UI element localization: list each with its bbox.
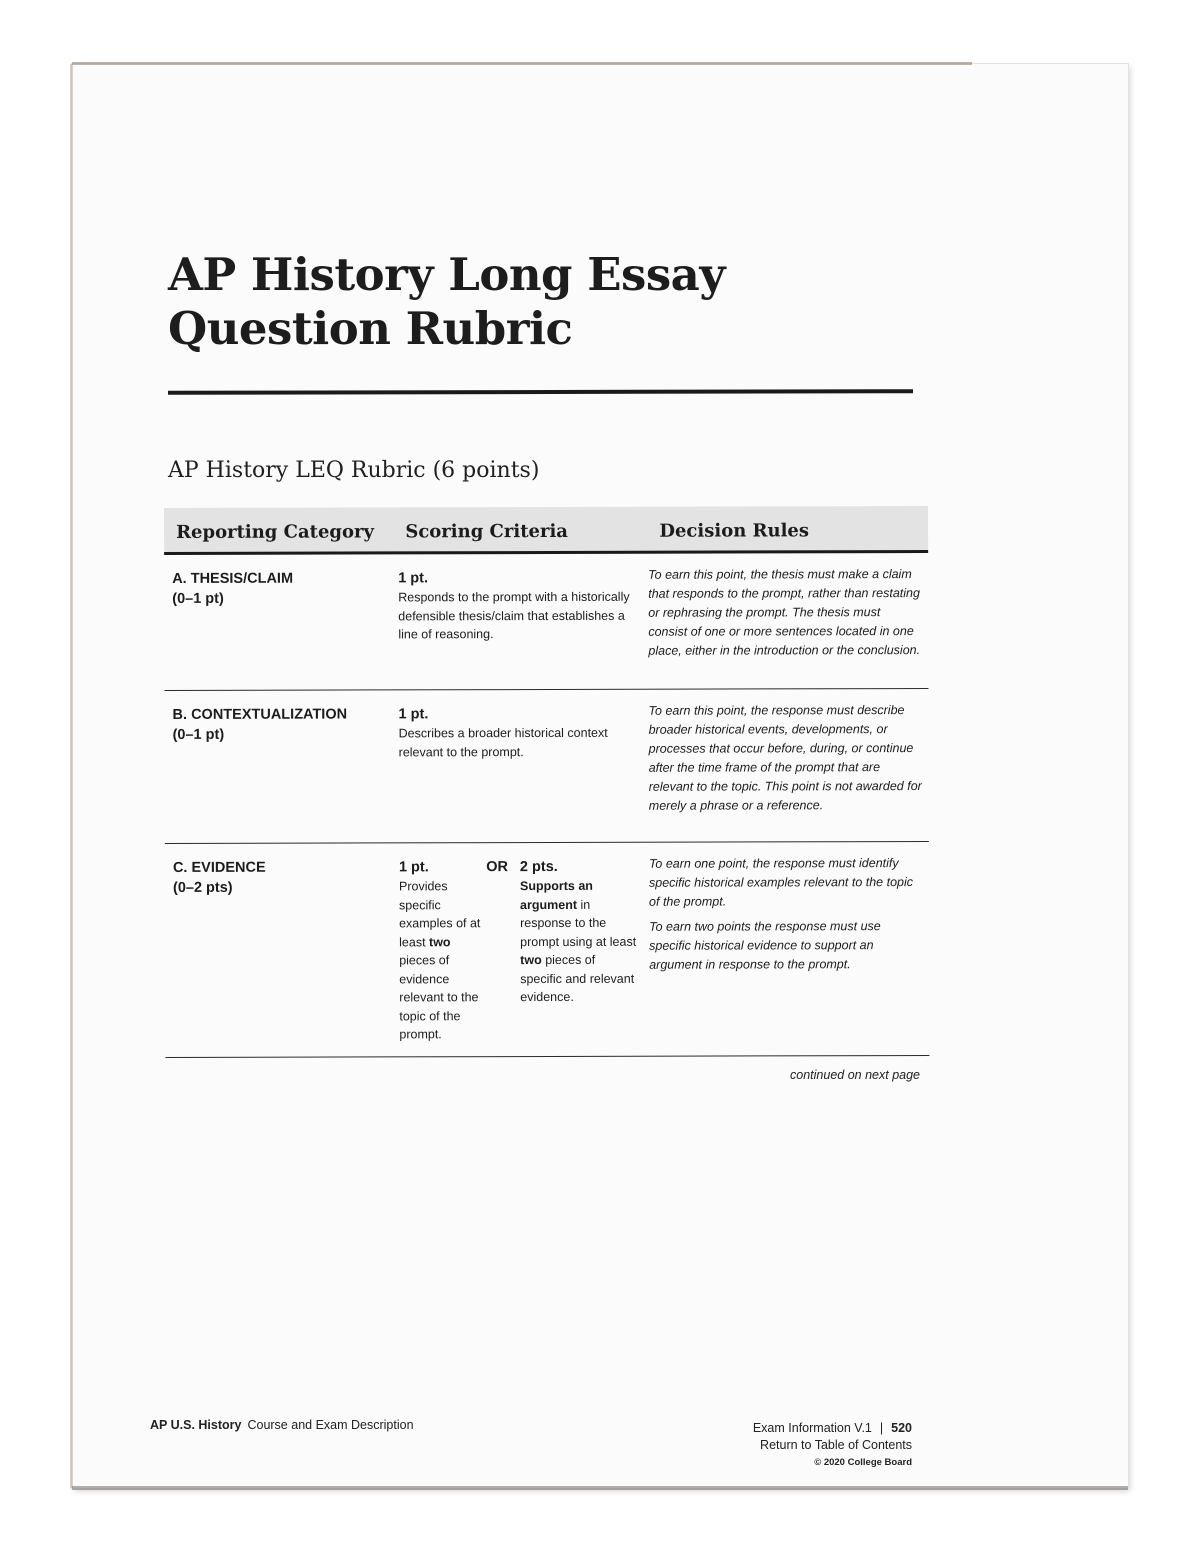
decision-rules-cell (646, 553, 928, 689)
points-label: 2 pts. (519, 858, 558, 876)
category-name: C. EVIDENCE (172, 859, 266, 876)
table-row (165, 842, 930, 1058)
criteria-text: Provides specific examples of at least (398, 879, 481, 949)
reporting-category-cell (164, 554, 392, 690)
category-range: (0–1 pt) (172, 726, 225, 743)
category-range: (0–2 pts) (172, 879, 233, 896)
page-number: 520 (891, 1421, 912, 1435)
copyright: © 2020 College Board (814, 1457, 912, 1468)
criteria-emphasis: two (429, 934, 451, 949)
page-title (168, 248, 928, 356)
criteria-emphasis: two (520, 953, 542, 968)
criteria-text: in response to the prompt using at least (520, 897, 637, 949)
scoring-criteria-cell (392, 554, 646, 690)
footer-exam-info: Exam Information V.1 (752, 1421, 872, 1435)
sheet-edge (72, 1486, 1128, 1490)
decision-rule-text: To earn two points the response must use specific historical evidence to support an argument in response to the prompt. (649, 919, 881, 972)
criteria-text: pieces of specific and relevant evidence. (520, 952, 635, 1005)
scoring-criteria-cell (393, 843, 648, 1057)
footer-course-desc: Course and Exam Description (247, 1418, 414, 1432)
sheet-edge (72, 62, 972, 65)
decision-rule-text: To earn this point, the response must describe broader historical events, developments, or processes that occur before, during, or continue after the time frame of the prompt that are relevant to the topic. This point is not awarded for merely a phrase or a reference. (648, 703, 922, 813)
table-row (164, 689, 928, 844)
continued-note: continued on next page (790, 1068, 920, 1082)
criteria-text: pieces of evidence relevant to the topic of the prompt. (399, 953, 479, 1042)
decision-rule-text: To earn this point, the thesis must make a claim that responds to the prompt, rather than restating or rephrasing the prompt. The thesis must consist of one or more sentences located in one place, either in the introduction or the conclusion. (648, 567, 921, 658)
decision-rules-cell (647, 842, 930, 1056)
evidence-option-two-points (520, 857, 640, 1044)
or-label: OR (486, 859, 508, 876)
category-range: (0–1 pt) (172, 590, 224, 607)
toc-link[interactable]: Return to Table of Contents (760, 1438, 912, 1452)
header-reporting-category: Reporting Category (176, 521, 374, 543)
criteria-text: Describes a broader historical context relevant to the prompt. (398, 725, 608, 759)
header-decision-rules: Decision Rules (659, 520, 810, 542)
category-name: A. THESIS/CLAIM (172, 570, 294, 587)
evidence-options (399, 857, 639, 1044)
title-line-2: Question Rubric (168, 302, 573, 355)
sheet-edge (70, 64, 73, 1488)
footer-course (150, 1418, 414, 1432)
evidence-option-one-point (399, 857, 487, 1044)
footer-separator: | (879, 1421, 884, 1435)
table-header (164, 506, 928, 555)
rubric-subtitle: AP History LEQ Rubric (6 points) (168, 458, 540, 483)
table-row (164, 553, 928, 691)
scoring-criteria-cell (392, 690, 646, 843)
category-name: B. CONTEXTUALIZATION (172, 706, 348, 723)
title-line-1: AP History Long Essay (168, 248, 725, 301)
criteria-emphasis: Supports an argument (519, 878, 593, 912)
points-label: 1 pt. (398, 570, 429, 587)
reporting-category-cell (165, 843, 394, 1057)
decision-rules-cell (646, 689, 928, 842)
points-label: 1 pt. (398, 859, 429, 876)
rubric-table (164, 506, 929, 1058)
reporting-category-cell (164, 690, 392, 843)
criteria-text: Responds to the prompt with a historically defensible thesis/claim that establishes a line of reasoning. (398, 589, 630, 642)
decision-rule-text: To earn one point, the response must identify specific historical examples relevant to the topic of the prompt. (648, 856, 914, 909)
footer-course-name: AP U.S. History (150, 1418, 242, 1432)
header-scoring-criteria: Scoring Criteria (405, 520, 568, 543)
footer-page-info (700, 1420, 912, 1471)
points-label: 1 pt. (398, 706, 429, 723)
